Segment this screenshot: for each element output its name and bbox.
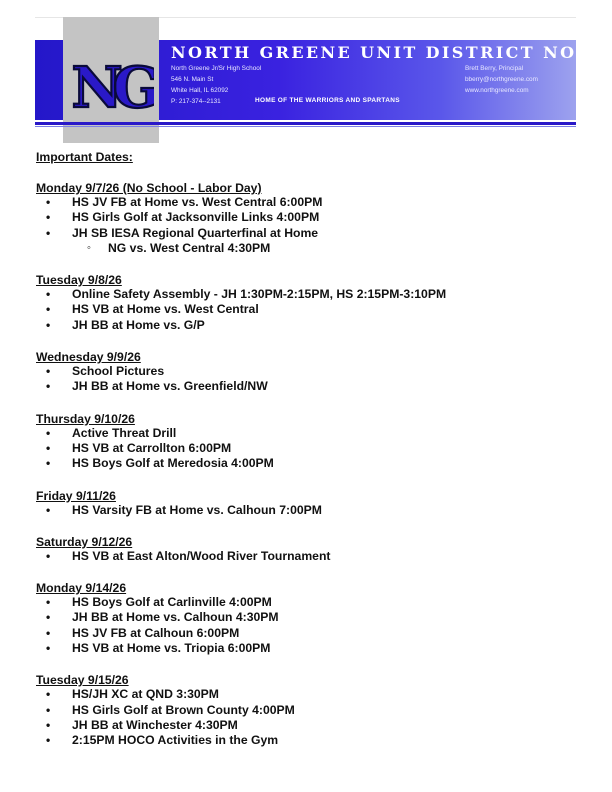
event-item: • JH BB at Winchester 4:30PM — [36, 718, 596, 733]
banner-underline — [35, 122, 576, 125]
date-heading: Monday 9/7/26 (No School - Labor Day) — [36, 181, 262, 195]
event-item: • HS Boys Golf at Carlinville 4:00PM — [36, 595, 596, 610]
address-line1: 546 N. Main St — [171, 76, 214, 83]
event-item: • HS/JH XC at QND 3:30PM — [36, 687, 596, 702]
event-item: • JH SB IESA Regional Quarterfinal at Home — [36, 226, 596, 241]
important-dates-content — [36, 150, 596, 749]
event-item: • HS Varsity FB at Home vs. Calhoun 7:00PM — [36, 503, 596, 518]
event-item: • Active Threat Drill — [36, 426, 596, 441]
event-list — [36, 503, 596, 518]
date-heading: Saturday 9/12/26 — [36, 534, 133, 549]
event-list — [36, 287, 596, 333]
date-section — [36, 273, 596, 333]
event-item: • HS JV FB at Home vs. West Central 6:00PM — [36, 195, 596, 210]
date-section — [36, 535, 596, 564]
principal-name: Brett Berry, Principal — [465, 65, 524, 72]
event-item: • HS VB at Home vs. Triopia 6:00PM — [36, 641, 596, 656]
event-sub-item: ◦ NG vs. West Central 4:30PM — [36, 241, 596, 256]
event-item: • School Pictures — [36, 364, 596, 379]
principal-contact-block — [465, 63, 538, 96]
date-section — [36, 489, 596, 518]
banner-underline-thin — [35, 126, 576, 127]
logo-letters: NG — [71, 55, 151, 115]
date-section — [36, 673, 596, 748]
event-item: • Online Safety Assembly - JH 1:30PM-2:15PM, HS 2:15PM-3:10PM — [36, 287, 596, 302]
event-list — [36, 195, 596, 256]
event-item: • HS Boys Golf at Meredosia 4:00PM — [36, 456, 596, 471]
event-list — [36, 595, 596, 656]
school-address-block — [171, 63, 261, 107]
event-item: • HS VB at East Alton/Wood River Tournament — [36, 549, 596, 564]
event-item: • JH BB at Home vs. G/P — [36, 318, 596, 333]
event-item: • JH BB at Home vs. Calhoun 4:30PM — [36, 610, 596, 625]
event-item: • HS Girls Golf at Jacksonville Links 4:00PM — [36, 210, 596, 225]
date-heading: Tuesday 9/8/26 — [36, 273, 122, 288]
school-name: North Greene Jr/Sr High School — [171, 65, 262, 72]
date-section — [36, 412, 596, 472]
event-item: • HS VB at Carrollton 6:00PM — [36, 441, 596, 456]
event-item: • HS JV FB at Calhoun 6:00PM — [36, 626, 596, 641]
date-heading: Friday 9/11/26 — [36, 488, 116, 503]
event-list — [36, 549, 596, 564]
tagline: HOME OF THE WARRIORS AND SPARTANS — [255, 97, 400, 104]
date-heading: Tuesday 9/15/26 — [36, 673, 129, 688]
event-item: • JH BB at Home vs. Greenfield/NW — [36, 379, 596, 394]
principal-email[interactable]: bberry@northgreene.com — [465, 76, 538, 83]
date-heading: Monday 9/14/26 — [36, 581, 127, 596]
date-heading: Wednesday 9/9/26 — [36, 350, 141, 365]
event-item: • HS Girls Golf at Brown County 4:00PM — [36, 703, 596, 718]
event-item: • HS VB at Home vs. West Central — [36, 302, 596, 317]
event-list — [36, 687, 596, 748]
school-website[interactable]: www.northgreene.com — [465, 87, 529, 94]
event-item: • 2:15PM HOCO Activities in the Gym — [36, 733, 596, 748]
date-sections — [36, 181, 596, 749]
date-section — [36, 350, 596, 395]
date-section — [36, 181, 596, 256]
date-heading: Thursday 9/10/26 — [36, 411, 135, 426]
date-section — [36, 581, 596, 656]
address-line2: White Hall, IL 62092 — [171, 87, 229, 94]
phone-number: P: 217-374--2131 — [171, 98, 221, 105]
event-list — [36, 426, 596, 472]
event-list — [36, 364, 596, 395]
important-dates-heading: Important Dates: — [36, 150, 133, 164]
district-name: NORTH GREENE UNIT DISTRICT NO. 3 — [171, 43, 605, 62]
district-logo — [68, 55, 154, 115]
